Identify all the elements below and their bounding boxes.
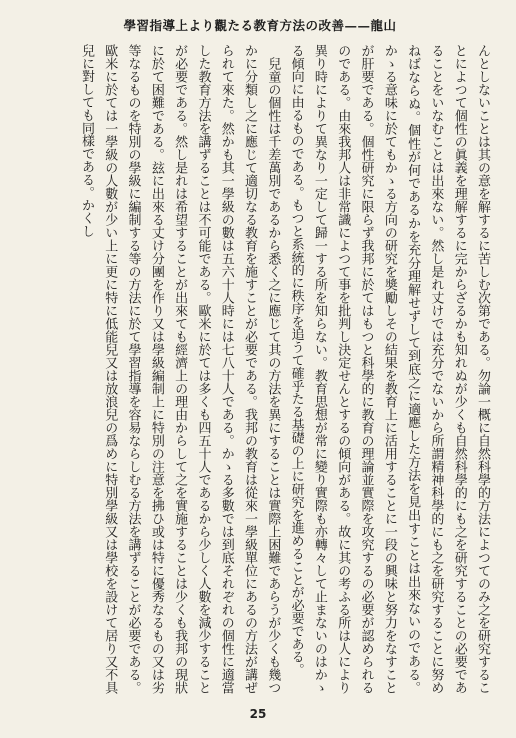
paragraph-class-organization: 兒童の個性は千差萬別であるから悉く之に應じて其の方法を異にすることは實際上困難であらうが少くも幾つかに分類し之に應じて適切なる教育を施すことが必要である。我邦の教育は從來一學級單位にあるの方法が講ぜられて來た。然かも其一學級の數は五六十人時には七八十人である。かゝる多數では到底それぞれの個性に適當した教育方法を講ずることは不可能である。歐米に於ては多くも四五十人であるから少しく人數を減少することが必要である。然し是れは希望することが出來ても經濟上の理由からして之を實施することは少くも我邦の現狀に於て困難である。玆に出來る丈け分團を作り又は學級編制上に特別の注意を拂ひ或は特に優秀なるもの又は劣等なるものを特別の學級に編制する等の方法に於て學習指導を容易ならしむる方法を講ずることが必要である。歐米に於ては一學級の人數が少い上に更に特に低能兒又は放浪兒の爲めに特別學級又は學校を設けて居り又不具兒に對しても同樣である。かくし bbox=[78, 44, 281, 694]
running-header-title: 學習指導上より觀たる教育方法の改善——龍山 bbox=[123, 18, 397, 33]
article-body bbox=[28, 44, 494, 694]
paragraph-individuality-research: んとしないことは其の意を解するに苦しむ次第である。勿論一概に自然科學的方法によつてのみ之を研究することによつて個性の眞義を理解するに完からざるかも知れぬが少くも自然科學的にも之を研究することの必要であることをいなむことは出來ない。然し是れ丈けでは充分でないから所謂精神科學的にも之を研究することに努めねばならぬ。個性が何であるかを充分理解せずして到底之に適應した方法を見出すことは出來ないのである。かゝる意味に於てもかゝる方向の研究を奬勵しその結果を教育上に活用することに一段の興味と努力をなすことが肝要である。個性研究に限らず我邦に於てはもつと科學的に教育の理論並實際を攻究するの必要が認められるのである。由來我邦人は非常識によつて事を批判し決定せんとするの傾向がある。故に其の考ふる所は人により異り時によりて異なり一定して歸一する所を知らない。教育思想が常に變り實際も亦轉々して止まないのはかゝる傾向に由るものである。もつと系統的に秩序を追うて確乎たる基礎の上に研究を進めることが必要である。 bbox=[288, 44, 490, 694]
running-header bbox=[26, 14, 494, 36]
page-number: 25 bbox=[249, 707, 267, 721]
